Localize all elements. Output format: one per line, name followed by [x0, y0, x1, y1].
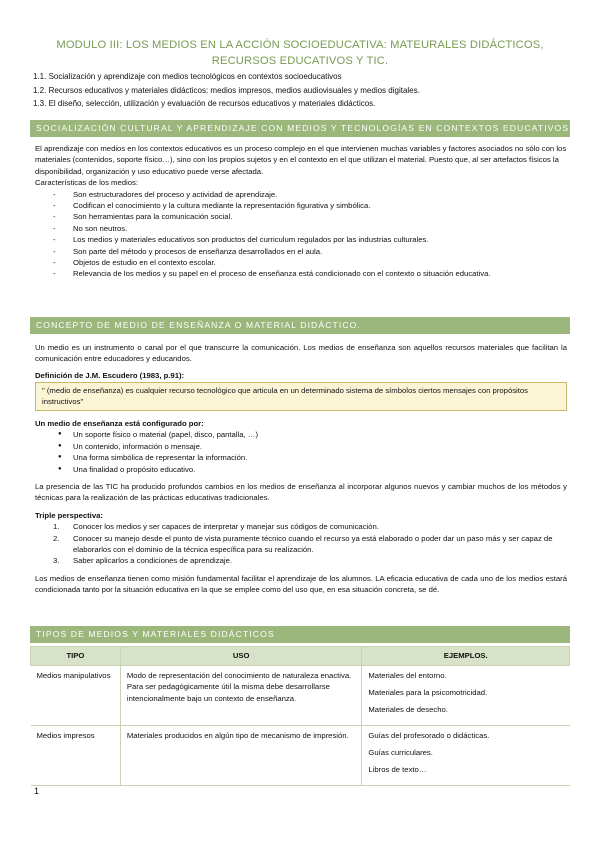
toc-item: 1.3. El diseño, selección, utilización y evaluación de recursos educativos y materiales didácticos. — [33, 99, 376, 109]
section-heading-concepto: CONCEPTO DE MEDIO DE ENSEÑANZA O MATERIAL DIDÁCTICO. — [30, 317, 570, 334]
list-item: 1. Conocer los medios y ser capaces de interpretar y manejar sus códigos de comunicación. — [53, 522, 379, 532]
cell-tipo: Medios impresos — [31, 726, 121, 786]
page-number: 1 — [34, 786, 40, 796]
list-item: 2. Conocer su manejo desde el punto de vista puramente técnico cuando el recurso ya está elaborado o poder dar un paso más y ser capaz de elaborarlos con el dominio de la técnica específica para su realización. — [53, 533, 553, 555]
cell-tipo: Medios manipulativos — [31, 666, 121, 726]
list-item: ● Un contenido, información o mensaje. — [35, 441, 567, 452]
tic-paragraph: La presencia de las TIC ha producido profundos cambios en los medios de enseñanza al incorporar algunos nuevos y cambiar muchos de los métodos y técnicas para la realización de las prácticas educativas tradicionales. — [35, 482, 567, 503]
table-of-contents — [33, 70, 573, 111]
list-item: - No son neutros. — [35, 223, 567, 234]
table-row — [31, 726, 570, 786]
definition-label: Definición de J.M. Escudero (1983, p.91): — [35, 371, 185, 380]
list-item: ● Una finalidad o propósito educativo. — [35, 464, 567, 475]
toc-item: 1.1. Socialización y aprendizaje con medios tecnológicos en contextos socioeducativos — [33, 72, 342, 81]
cell-uso: Materiales producidos en algún tipo de mecanismo de impresión. — [120, 726, 362, 786]
toc-item: 1.2. Recursos educativos y materiales didácticos: medios impresos, medios audiovisuales y medios digitales. — [33, 85, 420, 95]
column-header: TIPO — [31, 647, 121, 666]
cell-uso: Modo de representación del conocimiento de naturaleza enactiva. Para ser pedagógicamente útil la misma debe desarrollarse intencionalmente bajo un contexto de enseñanza. — [120, 666, 362, 726]
config-list — [35, 429, 567, 475]
list-label: Características de los medios: — [35, 178, 138, 188]
triple-label: Triple perspectiva: — [35, 510, 103, 520]
column-header: USO — [120, 647, 362, 666]
table-row — [31, 666, 570, 726]
section-socializacion-body — [35, 143, 567, 280]
list-item: - Son estructuradores del proceso y actividad de aprendizaje. — [35, 189, 567, 200]
list-item: - Relevancia de los medios y su papel en el proceso de enseñanza está condicionado con el contexto o situación educativa. — [35, 268, 567, 279]
column-header: EJEMPLOS. — [362, 647, 570, 666]
concepto-intro: Un medio es un instrumento o canal por el que transcurre la comunicación. Los medios de enseñanza son aquellos recursos materiales que facilitan la comunicación entre educadores y educandos. — [35, 343, 567, 364]
table-header-row — [31, 647, 570, 666]
closing-paragraph: Los medios de enseñanza tienen como misión fundamental facilitar el aprendizaje de los alumnos. LA eficacia educativa de cada uno de los medios estará condicionada tanto por la situación educativa en la que se emplee como del uso que, en esa situación concreta, se dé. — [35, 573, 567, 595]
caracteristicas-list — [35, 189, 567, 280]
list-item: ● Un soporte físico o material (papel, disco, pantalla, …) — [35, 429, 567, 440]
list-item: - Los medios y materiales educativos son productos del curriculum regulados por las industrias culturales. — [35, 234, 567, 245]
section-concepto-body — [35, 418, 567, 596]
cell-ejemplos: Materiales del entorno. Materiales para la psicomotricidad. Materiales de desecho. — [362, 666, 570, 726]
paragraph: El aprendizaje con medios en los contextos educativos es un proceso complejo en el que intervienen muchas variables y factores asociados no sólo con los materiales (contenidos, soporte físico…), sino con los propios sujetos y en el contexto en el que utilizan el material. Puesto que, al ser artefactos físicos la disponibilidad, organización y uso educativo puede verse afectada. — [35, 144, 567, 176]
definition-quote: " (medio de enseñanza) es cualquier recurso tecnológico que articula en un determinado sistema de símbolos ciertos mensajes con propósitos instructivos" — [35, 382, 567, 411]
config-label: Un medio de enseñanza está configurado por: — [35, 419, 204, 428]
section-heading-socializacion: SOCIALIZACIÓN CULTURAL Y APRENDIZAJE CON MEDIOS Y TECNOLOGÍAS EN CONTEXTOS EDUCATIVOS — [30, 120, 570, 137]
list-item: ● Una forma simbólica de representar la información. — [35, 452, 567, 463]
cell-ejemplos: Guías del profesorado o didácticas. Guías curriculares. Libros de texto… — [362, 726, 570, 786]
document-title: MODULO III: LOS MEDIOS EN LA ACCIÓN SOCIOEDUCATIVA: MATEURALES DIDÁCTICOS, RECURSOS EDUCATIVOS Y TIC. — [56, 39, 544, 67]
list-item: - Codifican el conocimiento y la cultura mediante la representación figurativa y simbólica. — [35, 200, 567, 211]
list-item: - Son herramientas para la comunicación social. — [35, 211, 567, 222]
list-item: - Son parte del método y procesos de enseñanza desarrollados en el aula. — [35, 246, 567, 257]
tipos-table — [30, 646, 570, 786]
list-item: - Objetos de estudio en el contexto escolar. — [35, 257, 567, 268]
list-item: 3. Saber aplicarlos a condiciones de aprendizaje. — [53, 556, 232, 566]
triple-list — [35, 521, 567, 567]
section-heading-tipos: TIPOS DE MEDIOS Y MATERIALES DIDÁCTICOS — [30, 626, 570, 643]
